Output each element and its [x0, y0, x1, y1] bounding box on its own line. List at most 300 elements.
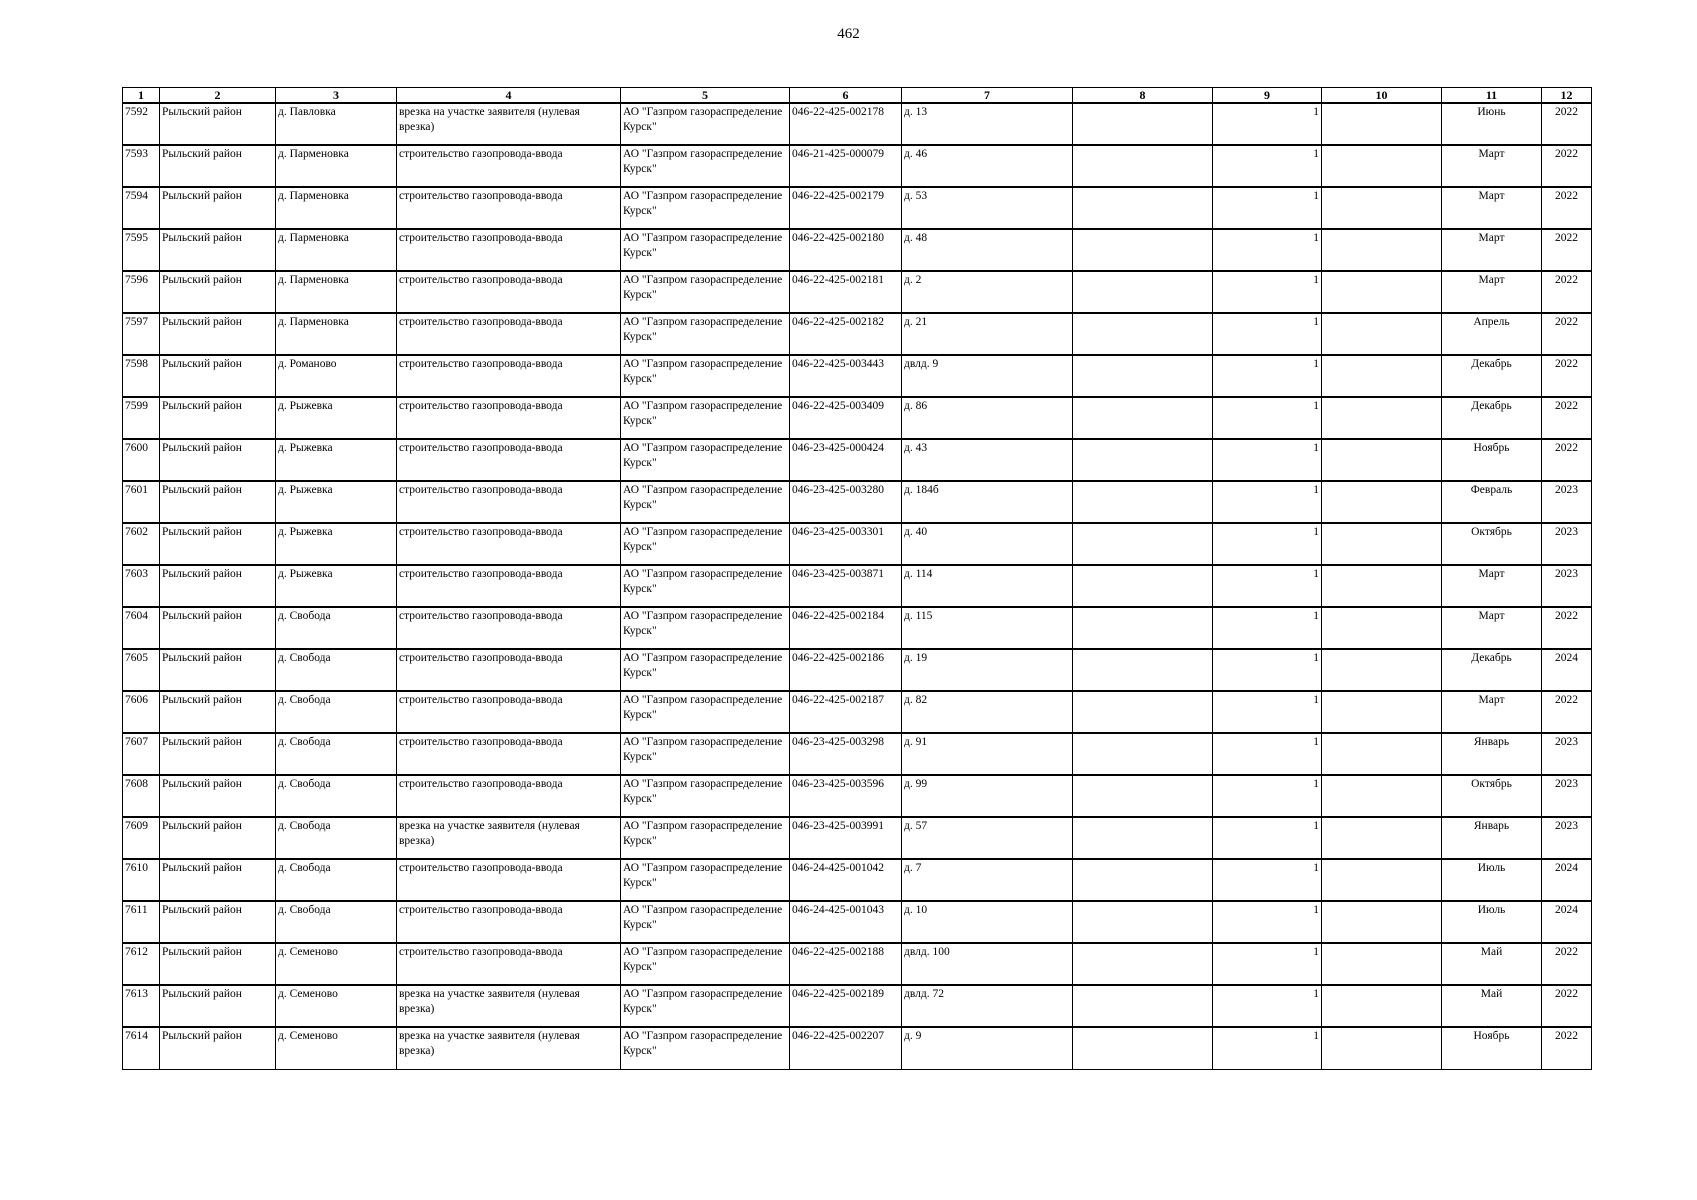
organization-cell: АО "Газпром газораспределение Курск"	[621, 649, 790, 691]
locality-cell: д. Свобода	[276, 691, 397, 733]
month-cell: Июнь	[1442, 103, 1542, 145]
column-8-cell	[1073, 691, 1213, 733]
district-cell: Рыльский район	[160, 523, 276, 565]
application-code-cell: 046-22-425-003443	[790, 355, 902, 397]
application-code-cell: 046-22-425-002178	[790, 103, 902, 145]
application-code-cell: 046-24-425-001043	[790, 901, 902, 943]
quantity-cell: 1	[1213, 187, 1322, 229]
locality-cell: д. Свобода	[276, 733, 397, 775]
column-header-11: 11	[1442, 88, 1542, 104]
locality-cell: д. Парменовка	[276, 313, 397, 355]
address-cell: д. 19	[902, 649, 1073, 691]
district-cell: Рыльский район	[160, 229, 276, 271]
locality-cell: д. Свобода	[276, 649, 397, 691]
table-row	[123, 607, 1592, 649]
table-row	[123, 439, 1592, 481]
address-cell: д. 13	[902, 103, 1073, 145]
column-10-cell	[1322, 859, 1442, 901]
district-cell: Рыльский район	[160, 565, 276, 607]
month-cell: Ноябрь	[1442, 439, 1542, 481]
locality-cell: д. Свобода	[276, 775, 397, 817]
address-cell: д. 48	[902, 229, 1073, 271]
column-header-9: 9	[1213, 88, 1322, 104]
quantity-cell: 1	[1213, 775, 1322, 817]
row-number: 7597	[123, 313, 160, 355]
table-row	[123, 733, 1592, 775]
year-cell: 2022	[1542, 607, 1592, 649]
locality-cell: д. Парменовка	[276, 271, 397, 313]
application-code-cell: 046-22-425-002182	[790, 313, 902, 355]
district-cell: Рыльский район	[160, 607, 276, 649]
column-8-cell	[1073, 523, 1213, 565]
address-cell: двлд. 72	[902, 985, 1073, 1027]
column-8-cell	[1073, 943, 1213, 985]
column-10-cell	[1322, 229, 1442, 271]
column-10-cell	[1322, 901, 1442, 943]
row-number: 7611	[123, 901, 160, 943]
month-cell: Ноябрь	[1442, 1027, 1542, 1069]
application-code-cell: 046-23-425-003301	[790, 523, 902, 565]
year-cell: 2023	[1542, 523, 1592, 565]
district-cell: Рыльский район	[160, 271, 276, 313]
application-code-cell: 046-23-425-003596	[790, 775, 902, 817]
column-10-cell	[1322, 985, 1442, 1027]
column-10-cell	[1322, 271, 1442, 313]
year-cell: 2022	[1542, 691, 1592, 733]
column-8-cell	[1073, 859, 1213, 901]
row-number: 7608	[123, 775, 160, 817]
year-cell: 2022	[1542, 943, 1592, 985]
row-number: 7606	[123, 691, 160, 733]
quantity-cell: 1	[1213, 985, 1322, 1027]
locality-cell: д. Свобода	[276, 607, 397, 649]
organization-cell: АО "Газпром газораспределение Курск"	[621, 943, 790, 985]
year-cell: 2023	[1542, 775, 1592, 817]
column-10-cell	[1322, 565, 1442, 607]
year-cell: 2022	[1542, 229, 1592, 271]
year-cell: 2022	[1542, 313, 1592, 355]
row-number: 7613	[123, 985, 160, 1027]
month-cell: Март	[1442, 271, 1542, 313]
locality-cell: д. Рыжевка	[276, 439, 397, 481]
district-cell: Рыльский район	[160, 103, 276, 145]
work-type-cell: строительство газопровода-ввода	[397, 859, 621, 901]
column-header-8: 8	[1073, 88, 1213, 104]
district-cell: Рыльский район	[160, 775, 276, 817]
column-10-cell	[1322, 817, 1442, 859]
month-cell: Январь	[1442, 733, 1542, 775]
column-header-5: 5	[621, 88, 790, 104]
table-row	[123, 103, 1592, 145]
work-type-cell: строительство газопровода-ввода	[397, 439, 621, 481]
organization-cell: АО "Газпром газораспределение Курск"	[621, 985, 790, 1027]
quantity-cell: 1	[1213, 523, 1322, 565]
address-cell: д. 46	[902, 145, 1073, 187]
column-header-12: 12	[1542, 88, 1592, 104]
year-cell: 2022	[1542, 1027, 1592, 1069]
application-code-cell: 046-22-425-002187	[790, 691, 902, 733]
year-cell: 2024	[1542, 901, 1592, 943]
application-code-cell: 046-21-425-000079	[790, 145, 902, 187]
column-8-cell	[1073, 481, 1213, 523]
locality-cell: д. Свобода	[276, 859, 397, 901]
quantity-cell: 1	[1213, 313, 1322, 355]
table-row	[123, 523, 1592, 565]
organization-cell: АО "Газпром газораспределение Курск"	[621, 565, 790, 607]
work-type-cell: врезка на участке заявителя (нулевая врезка)	[397, 817, 621, 859]
table-row	[123, 985, 1592, 1027]
work-type-cell: врезка на участке заявителя (нулевая врезка)	[397, 103, 621, 145]
year-cell: 2022	[1542, 145, 1592, 187]
organization-cell: АО "Газпром газораспределение Курск"	[621, 397, 790, 439]
month-cell: Март	[1442, 607, 1542, 649]
month-cell: Май	[1442, 943, 1542, 985]
row-number: 7612	[123, 943, 160, 985]
work-type-cell: строительство газопровода-ввода	[397, 943, 621, 985]
month-cell: Май	[1442, 985, 1542, 1027]
row-number: 7614	[123, 1027, 160, 1069]
quantity-cell: 1	[1213, 733, 1322, 775]
row-number: 7593	[123, 145, 160, 187]
year-cell: 2023	[1542, 817, 1592, 859]
quantity-cell: 1	[1213, 271, 1322, 313]
locality-cell: д. Семеново	[276, 1027, 397, 1069]
year-cell: 2022	[1542, 397, 1592, 439]
row-number: 7601	[123, 481, 160, 523]
column-8-cell	[1073, 355, 1213, 397]
column-8-cell	[1073, 649, 1213, 691]
month-cell: Октябрь	[1442, 523, 1542, 565]
application-code-cell: 046-23-425-003280	[790, 481, 902, 523]
application-code-cell: 046-22-425-002180	[790, 229, 902, 271]
address-cell: д. 57	[902, 817, 1073, 859]
table-row	[123, 691, 1592, 733]
year-cell: 2023	[1542, 481, 1592, 523]
quantity-cell: 1	[1213, 565, 1322, 607]
table-row	[123, 859, 1592, 901]
page-number: 462	[837, 26, 860, 42]
quantity-cell: 1	[1213, 943, 1322, 985]
district-cell: Рыльский район	[160, 145, 276, 187]
month-cell: Март	[1442, 565, 1542, 607]
locality-cell: д. Парменовка	[276, 229, 397, 271]
year-cell: 2023	[1542, 565, 1592, 607]
column-10-cell	[1322, 481, 1442, 523]
work-type-cell: строительство газопровода-ввода	[397, 607, 621, 649]
column-10-cell	[1322, 943, 1442, 985]
column-8-cell	[1073, 775, 1213, 817]
district-cell: Рыльский район	[160, 817, 276, 859]
column-8-cell	[1073, 397, 1213, 439]
column-8-cell	[1073, 1027, 1213, 1069]
application-code-cell: 046-22-425-002179	[790, 187, 902, 229]
district-cell: Рыльский район	[160, 397, 276, 439]
row-number: 7610	[123, 859, 160, 901]
organization-cell: АО "Газпром газораспределение Курск"	[621, 859, 790, 901]
year-cell: 2024	[1542, 859, 1592, 901]
organization-cell: АО "Газпром газораспределение Курск"	[621, 691, 790, 733]
organization-cell: АО "Газпром газораспределение Курск"	[621, 481, 790, 523]
quantity-cell: 1	[1213, 901, 1322, 943]
district-cell: Рыльский район	[160, 649, 276, 691]
column-10-cell	[1322, 313, 1442, 355]
column-8-cell	[1073, 901, 1213, 943]
column-8-cell	[1073, 313, 1213, 355]
quantity-cell: 1	[1213, 145, 1322, 187]
year-cell: 2022	[1542, 271, 1592, 313]
quantity-cell: 1	[1213, 859, 1322, 901]
table-row	[123, 481, 1592, 523]
column-10-cell	[1322, 355, 1442, 397]
column-header-4: 4	[397, 88, 621, 104]
column-header-1: 1	[123, 88, 160, 104]
column-8-cell	[1073, 187, 1213, 229]
row-number: 7602	[123, 523, 160, 565]
organization-cell: АО "Газпром газораспределение Курск"	[621, 355, 790, 397]
month-cell: Декабрь	[1442, 355, 1542, 397]
organization-cell: АО "Газпром газораспределение Курск"	[621, 103, 790, 145]
column-10-cell	[1322, 523, 1442, 565]
district-cell: Рыльский район	[160, 313, 276, 355]
address-cell: д. 82	[902, 691, 1073, 733]
locality-cell: д. Парменовка	[276, 187, 397, 229]
locality-cell: д. Семеново	[276, 985, 397, 1027]
address-cell: д. 9	[902, 1027, 1073, 1069]
district-cell: Рыльский район	[160, 355, 276, 397]
locality-cell: д. Свобода	[276, 901, 397, 943]
locality-cell: д. Рыжевка	[276, 523, 397, 565]
year-cell: 2022	[1542, 985, 1592, 1027]
year-cell: 2022	[1542, 439, 1592, 481]
application-code-cell: 046-23-425-003991	[790, 817, 902, 859]
address-cell: двлд. 100	[902, 943, 1073, 985]
organization-cell: АО "Газпром газораспределение Курск"	[621, 229, 790, 271]
column-10-cell	[1322, 607, 1442, 649]
column-8-cell	[1073, 145, 1213, 187]
quantity-cell: 1	[1213, 397, 1322, 439]
year-cell: 2022	[1542, 187, 1592, 229]
district-cell: Рыльский район	[160, 733, 276, 775]
address-cell: д. 2	[902, 271, 1073, 313]
work-type-cell: строительство газопровода-ввода	[397, 271, 621, 313]
address-cell: д. 114	[902, 565, 1073, 607]
table-row	[123, 649, 1592, 691]
quantity-cell: 1	[1213, 691, 1322, 733]
column-8-cell	[1073, 985, 1213, 1027]
organization-cell: АО "Газпром газораспределение Курск"	[621, 145, 790, 187]
column-header-7: 7	[902, 88, 1073, 104]
quantity-cell: 1	[1213, 481, 1322, 523]
column-10-cell	[1322, 691, 1442, 733]
quantity-cell: 1	[1213, 103, 1322, 145]
column-10-cell	[1322, 397, 1442, 439]
organization-cell: АО "Газпром газораспределение Курск"	[621, 1027, 790, 1069]
table-row	[123, 271, 1592, 313]
table-row	[123, 901, 1592, 943]
row-number: 7604	[123, 607, 160, 649]
district-cell: Рыльский район	[160, 943, 276, 985]
organization-cell: АО "Газпром газораспределение Курск"	[621, 775, 790, 817]
address-cell: д. 43	[902, 439, 1073, 481]
address-cell: д. 40	[902, 523, 1073, 565]
district-cell: Рыльский район	[160, 1027, 276, 1069]
district-cell: Рыльский район	[160, 901, 276, 943]
work-type-cell: строительство газопровода-ввода	[397, 733, 621, 775]
organization-cell: АО "Газпром газораспределение Курск"	[621, 187, 790, 229]
table-header	[123, 88, 1592, 104]
quantity-cell: 1	[1213, 817, 1322, 859]
column-8-cell	[1073, 565, 1213, 607]
column-10-cell	[1322, 439, 1442, 481]
table-row	[123, 355, 1592, 397]
table-body	[123, 103, 1592, 1069]
column-8-cell	[1073, 733, 1213, 775]
month-cell: Март	[1442, 229, 1542, 271]
work-type-cell: строительство газопровода-ввода	[397, 901, 621, 943]
row-number: 7605	[123, 649, 160, 691]
month-cell: Март	[1442, 145, 1542, 187]
address-cell: д. 10	[902, 901, 1073, 943]
application-code-cell: 046-22-425-003409	[790, 397, 902, 439]
table-row	[123, 943, 1592, 985]
application-code-cell: 046-22-425-002207	[790, 1027, 902, 1069]
table-row	[123, 1027, 1592, 1069]
work-type-cell: строительство газопровода-ввода	[397, 523, 621, 565]
organization-cell: АО "Газпром газораспределение Курск"	[621, 733, 790, 775]
work-type-cell: строительство газопровода-ввода	[397, 481, 621, 523]
year-cell: 2022	[1542, 355, 1592, 397]
row-number: 7607	[123, 733, 160, 775]
district-cell: Рыльский район	[160, 481, 276, 523]
organization-cell: АО "Газпром газораспределение Курск"	[621, 523, 790, 565]
application-code-cell: 046-22-425-002188	[790, 943, 902, 985]
table-row	[123, 145, 1592, 187]
work-type-cell: строительство газопровода-ввода	[397, 775, 621, 817]
work-type-cell: строительство газопровода-ввода	[397, 565, 621, 607]
year-cell: 2023	[1542, 733, 1592, 775]
address-cell: д. 115	[902, 607, 1073, 649]
work-type-cell: строительство газопровода-ввода	[397, 355, 621, 397]
organization-cell: АО "Газпром газораспределение Курск"	[621, 817, 790, 859]
column-header-10: 10	[1322, 88, 1442, 104]
month-cell: Март	[1442, 691, 1542, 733]
organization-cell: АО "Газпром газораспределение Курск"	[621, 439, 790, 481]
header-row	[123, 88, 1592, 104]
row-number: 7596	[123, 271, 160, 313]
column-8-cell	[1073, 103, 1213, 145]
month-cell: Январь	[1442, 817, 1542, 859]
work-type-cell: врезка на участке заявителя (нулевая врезка)	[397, 1027, 621, 1069]
address-cell: д. 86	[902, 397, 1073, 439]
table-row	[123, 565, 1592, 607]
month-cell: Июль	[1442, 859, 1542, 901]
column-10-cell	[1322, 145, 1442, 187]
locality-cell: д. Свобода	[276, 817, 397, 859]
row-number: 7599	[123, 397, 160, 439]
organization-cell: АО "Газпром газораспределение Курск"	[621, 313, 790, 355]
work-type-cell: строительство газопровода-ввода	[397, 229, 621, 271]
row-number: 7594	[123, 187, 160, 229]
work-type-cell: строительство газопровода-ввода	[397, 313, 621, 355]
column-header-2: 2	[160, 88, 276, 104]
column-8-cell	[1073, 229, 1213, 271]
column-8-cell	[1073, 607, 1213, 649]
table-row	[123, 313, 1592, 355]
month-cell: Декабрь	[1442, 397, 1542, 439]
month-cell: Февраль	[1442, 481, 1542, 523]
quantity-cell: 1	[1213, 607, 1322, 649]
column-8-cell	[1073, 439, 1213, 481]
column-10-cell	[1322, 649, 1442, 691]
column-10-cell	[1322, 1027, 1442, 1069]
row-number: 7598	[123, 355, 160, 397]
table-row	[123, 775, 1592, 817]
application-code-cell: 046-23-425-003871	[790, 565, 902, 607]
year-cell: 2022	[1542, 103, 1592, 145]
address-cell: д. 21	[902, 313, 1073, 355]
address-cell: д. 7	[902, 859, 1073, 901]
address-cell: д. 99	[902, 775, 1073, 817]
district-cell: Рыльский район	[160, 859, 276, 901]
locality-cell: д. Парменовка	[276, 145, 397, 187]
quantity-cell: 1	[1213, 355, 1322, 397]
work-type-cell: строительство газопровода-ввода	[397, 691, 621, 733]
organization-cell: АО "Газпром газораспределение Курск"	[621, 607, 790, 649]
locality-cell: д. Рыжевка	[276, 397, 397, 439]
address-cell: д. 53	[902, 187, 1073, 229]
work-type-cell: строительство газопровода-ввода	[397, 397, 621, 439]
column-header-6: 6	[790, 88, 902, 104]
district-cell: Рыльский район	[160, 187, 276, 229]
district-cell: Рыльский район	[160, 691, 276, 733]
work-type-cell: строительство газопровода-ввода	[397, 145, 621, 187]
locality-cell: д. Рыжевка	[276, 481, 397, 523]
table-row	[123, 187, 1592, 229]
work-type-cell: строительство газопровода-ввода	[397, 649, 621, 691]
work-type-cell: врезка на участке заявителя (нулевая врезка)	[397, 985, 621, 1027]
column-10-cell	[1322, 775, 1442, 817]
month-cell: Апрель	[1442, 313, 1542, 355]
row-number: 7595	[123, 229, 160, 271]
application-code-cell: 046-22-425-002186	[790, 649, 902, 691]
column-8-cell	[1073, 817, 1213, 859]
application-code-cell: 046-22-425-002184	[790, 607, 902, 649]
year-cell: 2024	[1542, 649, 1592, 691]
column-10-cell	[1322, 733, 1442, 775]
address-cell: двлд. 9	[902, 355, 1073, 397]
locality-cell: д. Романово	[276, 355, 397, 397]
column-10-cell	[1322, 187, 1442, 229]
organization-cell: АО "Газпром газораспределение Курск"	[621, 271, 790, 313]
application-code-cell: 046-23-425-003298	[790, 733, 902, 775]
table-row	[123, 229, 1592, 271]
quantity-cell: 1	[1213, 229, 1322, 271]
table-row	[123, 397, 1592, 439]
row-number: 7600	[123, 439, 160, 481]
column-8-cell	[1073, 271, 1213, 313]
locality-cell: д. Рыжевка	[276, 565, 397, 607]
address-cell: д. 184б	[902, 481, 1073, 523]
work-type-cell: строительство газопровода-ввода	[397, 187, 621, 229]
row-number: 7592	[123, 103, 160, 145]
application-code-cell: 046-24-425-001042	[790, 859, 902, 901]
application-code-cell: 046-22-425-002189	[790, 985, 902, 1027]
address-cell: д. 91	[902, 733, 1073, 775]
locality-cell: д. Павловка	[276, 103, 397, 145]
month-cell: Июль	[1442, 901, 1542, 943]
month-cell: Март	[1442, 187, 1542, 229]
row-number: 7603	[123, 565, 160, 607]
